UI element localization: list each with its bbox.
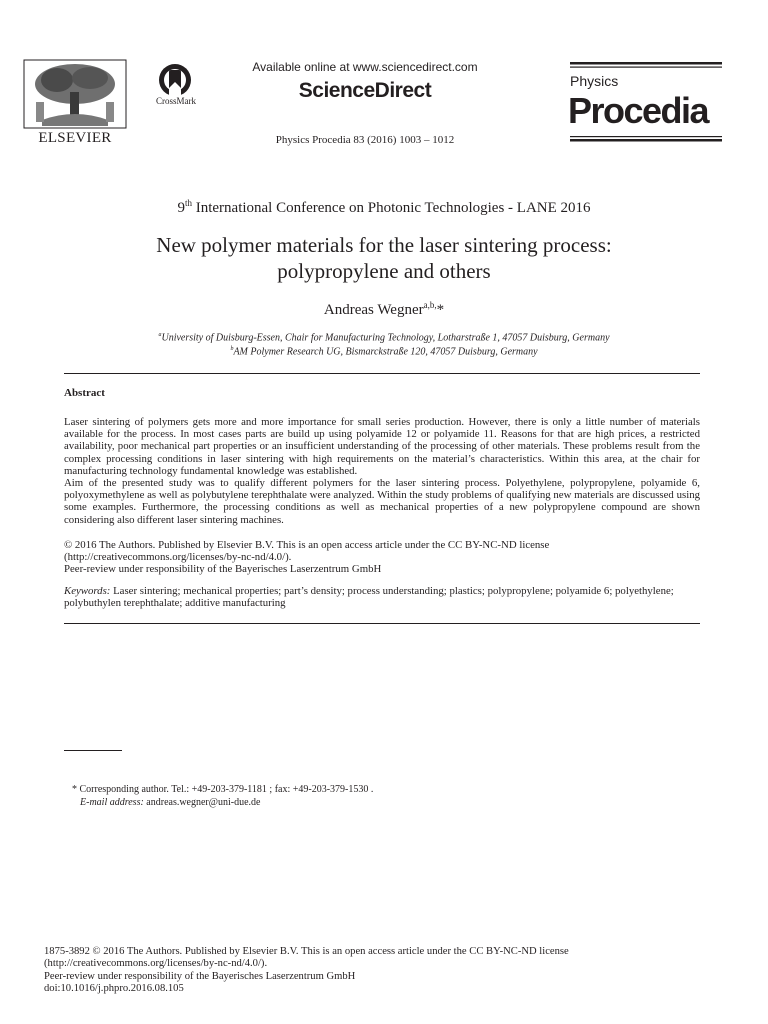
- paper-title-line-1: New polymer materials for the laser sintering process:: [156, 233, 612, 257]
- conference-number: 9: [177, 200, 185, 216]
- author: [40, 300, 728, 319]
- abstract-body: [64, 416, 700, 526]
- journal-rule-bottom: [570, 136, 722, 142]
- copyright-line: © 2016 The Authors. Published by Elsevier B.V. This is an open access article under the CC BY-NC-ND license: [64, 539, 550, 551]
- journal-reference: Physics Procedia 83 (2016) 1003 – 1012: [275, 134, 455, 146]
- footer-license-link[interactable]: (http://creativecommons.org/licenses/by-nc-nd/4.0/).: [44, 958, 268, 970]
- footnote: [72, 783, 373, 809]
- footer-issn-line: 1875-3892 © 2016 The Authors. Published by Elsevier B.V. This is an open access article under the CC BY-NC-ND license: [44, 946, 569, 957]
- crossmark-label[interactable]: CrossMark: [156, 96, 196, 106]
- abstract-paragraph-1: Laser sintering of polymers gets more and more importance for small series production. However, there is only a little number of materials available for the process. In most cases parts are build up using polyamide 12 or polyamide 11. Reasons for that are high prices, a restricted availability, poor mechanical part properties or an insufficient understanding of the processing of other materials. These problems result from the complex processing conditions in laser sintering with high requirements on the material’s characteristics. Within this area, at the chair for manufacturing technology fundamental knowledge was established.: [64, 416, 700, 477]
- conference-name: [40, 198, 728, 217]
- affiliation-b-mark: b: [230, 346, 234, 352]
- publisher-name: ELSEVIER: [38, 130, 112, 146]
- email-line: [72, 796, 373, 809]
- paper-title: [40, 232, 728, 284]
- email-address[interactable]: andreas.wegner@uni-due.de: [143, 797, 261, 808]
- conference-ordinal: th: [184, 198, 192, 208]
- peer-review-line: Peer-review under responsibility of the Bayerisches Laserzentrum GmbH: [64, 563, 382, 576]
- footer-peer-review: Peer-review under responsibility of the Bayerisches Laserzentrum GmbH: [44, 970, 356, 982]
- keywords-list: Laser sintering; mechanical properties; part’s density; process understanding; plastics; polypropylene; polyamide 6; polyethylene; polybuthylen terephthalate; additive manufacturing: [64, 585, 674, 610]
- journal-rule-top: [570, 62, 722, 69]
- abstract-top-rule: [64, 373, 700, 374]
- keywords-label: Keywords:: [64, 585, 111, 597]
- corresponding-author: * Corresponding author. Tel.: +49-203-379-1181 ; fax: +49-203-379-1530 .: [72, 784, 374, 795]
- affiliation-a-text: University of Duisburg-Essen, Chair for Manufacturing Technology, Lotharstraße 1, 47057 Duisburg, Germany: [161, 332, 610, 344]
- affiliation-a-mark: a: [158, 332, 162, 338]
- email-label: E-mail address:: [80, 797, 144, 808]
- journal-name-small: Physics: [570, 73, 619, 89]
- affiliation-b-text: AM Polymer Research UG, Bismarckstraße 120, 47057 Duisburg, Germany: [233, 346, 538, 358]
- keywords: [64, 585, 700, 609]
- footnote-rule: [64, 750, 122, 751]
- sciencedirect-logo: ScienceDirect: [298, 79, 432, 102]
- abstract-paragraph-2: Aim of the presented study was to qualify different polymers for the laser sintering process. Polyethylene, polypropylene, polyamide 6, polyoxymethylene as well as polybutylene terephthalate were analyzed. Within the study problems of qualifying new materials are discussed using some examples. Furthermore, the processing conditions as well as mechanical properties of a new polypropylene compound are shown considering also different laser sintering machines.: [64, 477, 700, 526]
- abstract-heading: Abstract: [64, 387, 105, 399]
- author-name: Andreas Wegner: [323, 302, 424, 318]
- page-footer: [44, 946, 724, 996]
- available-online-text: Available online at www.sciencedirect.com: [252, 60, 478, 74]
- footer-doi[interactable]: doi:10.1016/j.phpro.2016.08.105: [44, 983, 184, 995]
- crossmark-icon[interactable]: [154, 62, 196, 116]
- paper-title-line-2: polypropylene and others: [277, 259, 491, 283]
- affiliation-b: [40, 346, 728, 357]
- copyright-block: [64, 539, 700, 576]
- author-affiliation-marks: a,b,: [423, 300, 437, 310]
- abstract-bottom-rule: [64, 623, 700, 624]
- author-corresponding-mark: *: [436, 302, 445, 318]
- affiliation-a: [40, 332, 728, 343]
- license-link[interactable]: (http://creativecommons.org/licenses/by-nc-nd/4.0/).: [64, 551, 292, 564]
- conference-title: International Conference on Photonic Technologies - LANE 2016: [191, 200, 591, 216]
- journal-name-large: Procedia: [568, 90, 709, 131]
